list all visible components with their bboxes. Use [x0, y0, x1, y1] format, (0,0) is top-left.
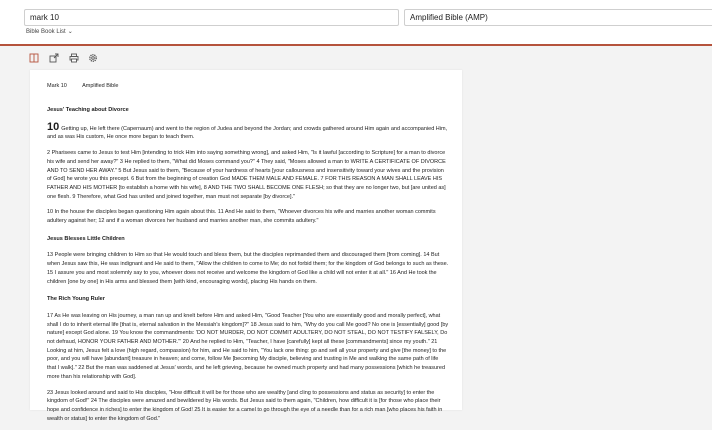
- print-icon[interactable]: [69, 53, 79, 63]
- bookmark-icon[interactable]: [29, 53, 39, 63]
- chapter-number: 10: [47, 120, 60, 133]
- section-heading: Jesus Blesses Little Children: [47, 235, 125, 242]
- passage-text: [47, 102, 449, 430]
- passage-reference: Mark 10: [47, 83, 67, 89]
- version-select[interactable]: Amplified Bible (AMP): [404, 9, 712, 26]
- verse-paragraph: 23 Jesus looked around and said to His disciples, "How difficult it will be for those who are wealthy [and cling to possessions and status as security] to enter the kingdom of God!" 24 The disciples were amazed and bewildered by His words. But Jesus said to them again, "Children, how difficult it is [for those who place their hope and confidence in riches] to enter the kingdom of God! 25 It is easier for a camel to go through the eye of a needle than for a rich man [who places his faith in wealth or status] to enter the kingdom of God.": [47, 389, 443, 422]
- passage-header: [47, 83, 133, 89]
- share-icon[interactable]: [49, 53, 59, 63]
- settings-icon[interactable]: [88, 53, 98, 63]
- section-heading: The Rich Young Ruler: [47, 296, 105, 303]
- top-bar: [0, 0, 712, 44]
- passage-panel: [30, 70, 462, 422]
- chevron-down-icon: ⌄: [67, 29, 73, 35]
- verse-paragraph: 10 In the house the disciples began questioning Him again about this. 11 And He said to them, "Whoever divorces his wife and marries another woman commits adultery against her; 12 and if a woman divorces her husband and marries another man, she commits adultery.": [47, 209, 436, 225]
- verse-paragraph: 2 Pharisees came to Jesus to test Him [intending to trick Him into saying something wrong], and asked Him, "Is it lawful [according to Scripture] for a man to divorce his wife and send her away?" 3 He replied to them, "What did Moses command you?" 4 They said, "Moses allowed a man to WRITE A CERTIFICATE OF DIVORCE AND TO SEND HER AWAY." 5 But Jesus said to them, "Because of your hardness of hearts [your callousness and insensitivity toward your wives and the provision of God] he wrote you this precept. 6 But from the beginning of creation God MADE THEM MALE AND FEMALE. 7 FOR THIS REASON A MAN SHALL LEAVE HIS FATHER AND HIS MOTHER [to establish a home with his wife], 8 AND THE TWO SHALL BECOME ONE FLESH; so that they are no longer two, but [are united as] one flesh. 9 Therefore, what God has united and joined together, man must not separate [by divorce].": [47, 150, 446, 200]
- passage-toolbar: [0, 46, 712, 70]
- verse-paragraph: 13 People were bringing children to Him so that He would touch and bless them, but the disciples reprimanded them and discouraged them [from coming]. 14 But when Jesus saw this, He was indignant and He said to them, "Allow the children to come to Me; do not forbid them; for the kingdom of God belongs to such as these. 15 I assure you and most solemnly say to you, whoever does not receive and welcome the kingdom of God like a child will not enter it at all." 16 And He took the children [one by one] in His arms and blessed them [with kind, encouraging words], placing His hands on them.: [47, 252, 449, 285]
- bible-book-list-label: Bible Book List: [26, 29, 66, 35]
- bible-book-list-dropdown[interactable]: [26, 28, 73, 35]
- section-heading: Jesus' Teaching about Divorce: [47, 107, 129, 113]
- search-input[interactable]: mark 10: [24, 9, 399, 26]
- passage-version: Amplified Bible: [82, 83, 119, 89]
- verse-paragraph: 17 As He was leaving on His journey, a man ran up and knelt before Him and asked Him, "Good Teacher [You who are essentially good and morally perfect], what shall I do to inherit eternal life [that is, eternal salvation in the Messiah's kingdom]?" 18 Jesus said to him, "Why do you call Me good? No one is [essentially] good [by nature] except God alone. 19 You know the commandments: 'DO NOT MURDER, DO NOT COMMIT ADULTERY, DO NOT STEAL, DO NOT TESTIFY FALSELY, Do not defraud, HONOR YOUR FATHER AND MOTHER.'" 20 And he replied to Him, "Teacher, I have [carefully] kept all these [commandments] since my youth." 21 Looking at him, Jesus felt a love (high regard, compassion) for him, and He said to him, "You lack one thing: go and sell all your property and give [the money] to the poor, and you will have [abundant] treasure in heaven; and come, follow Me [becoming My disciple, believing and trusting in Me and walking the same path of life that I walk]." 22 But the man was saddened at Jesus' words, and he left grieving, because he owned much property and had many possessions [which he treasured more than his relationship with God].: [47, 312, 449, 380]
- verse-paragraph: 10 Getting up, He left there (Capernaum) and went to the region of Judea and beyond the Jordan; and crowds gathered around Him again and accompanied Him, and as was His custom, He once more began to teach them.: [47, 120, 448, 141]
